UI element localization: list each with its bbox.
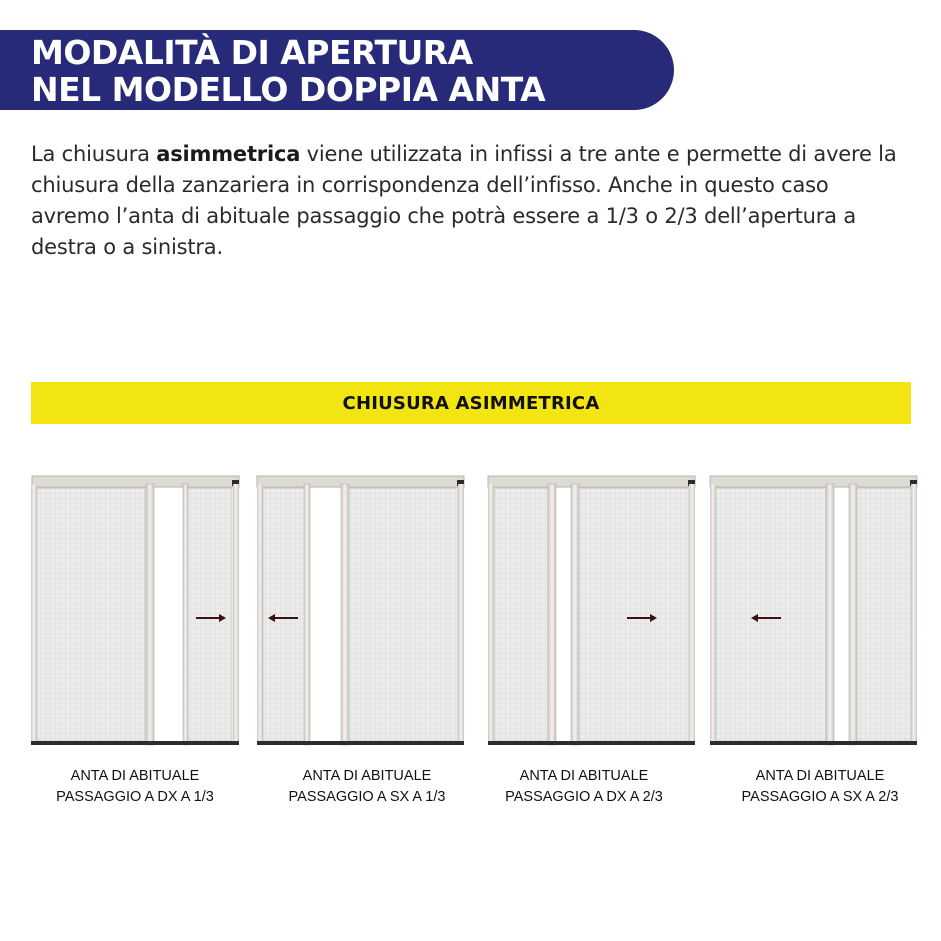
intro-paragraph: [31, 139, 911, 263]
caption-line-1: ANTA DI ABITUALE: [70, 768, 200, 784]
section-header-label: CHIUSURA ASIMMETRICA: [342, 392, 600, 414]
mesh-panel: [579, 488, 689, 741]
title-line-2: NEL MODELLO DOPPIA ANTA: [31, 70, 546, 109]
leaf-post: [826, 484, 834, 745]
bottom-rail: [257, 741, 464, 745]
caption-line-2: PASSAGGIO A SX A 2/3: [741, 789, 899, 805]
bottom-rail: [488, 741, 695, 745]
leaf-post: [548, 484, 556, 745]
top-rail: [488, 476, 695, 487]
leaf-post: [146, 484, 154, 745]
door-diagram-sx-2-3: [710, 476, 917, 745]
section-header-bar: [31, 382, 911, 424]
mesh-panel: [37, 488, 145, 741]
right-post: [911, 484, 917, 745]
caption-line-1: ANTA DI ABITUALE: [302, 768, 432, 784]
leaf-post: [341, 484, 349, 745]
bottom-rail: [710, 741, 917, 745]
intro-text-start: La chiusura: [31, 142, 157, 166]
caption-line-2: PASSAGGIO A SX A 1/3: [288, 789, 446, 805]
door-diagram-sx-1-3: [257, 476, 464, 745]
left-post: [31, 484, 37, 745]
right-post: [233, 484, 239, 745]
top-rail: [257, 476, 464, 487]
door-diagrams: [0, 468, 941, 753]
intro-bold-word: asimmetrica: [156, 142, 301, 166]
leaf-post: [571, 484, 579, 745]
left-post: [710, 484, 716, 745]
mesh-panel: [716, 488, 826, 741]
caption-sx-1-3: [252, 766, 482, 808]
door-diagram-dx-1-3: [31, 476, 239, 745]
caption-line-2: PASSAGGIO A DX A 1/3: [56, 789, 214, 805]
left-post: [257, 484, 263, 745]
caption-sx-2-3: [705, 766, 935, 808]
bottom-rail: [31, 741, 239, 745]
right-post: [689, 484, 695, 745]
title-line-1: MODALITÀ DI APERTURA: [31, 33, 473, 72]
intro-text-end: viene utilizzata in infissi a tre ante e permette di avere la chiusura della zanzariera in corrispondenza dell’infisso. Anche in questo caso avremo l’anta di abituale passaggio che potrà essere a 1/3 o 2/3 dell’apertura a destra o a sinistra.: [31, 142, 897, 259]
door-diagram-dx-2-3: [488, 476, 695, 745]
caption-line-2: PASSAGGIO A DX A 2/3: [505, 789, 663, 805]
mesh-panel: [349, 488, 458, 741]
caption-dx-1-3: [20, 766, 250, 808]
right-post: [458, 484, 464, 745]
mesh-panel: [857, 488, 911, 741]
caption-line-1: ANTA DI ABITUALE: [519, 768, 649, 784]
leaf-post: [304, 484, 310, 745]
top-rail: [32, 476, 239, 487]
title-banner: [0, 30, 674, 110]
caption-line-1: ANTA DI ABITUALE: [755, 768, 885, 784]
mesh-panel: [263, 488, 305, 741]
caption-dx-2-3: [469, 766, 699, 808]
leaf-post: [849, 484, 857, 745]
left-post: [488, 484, 494, 745]
top-rail: [710, 476, 917, 487]
mesh-panel: [494, 488, 548, 741]
leaf-post: [183, 484, 188, 745]
mesh-panel: [186, 488, 232, 741]
